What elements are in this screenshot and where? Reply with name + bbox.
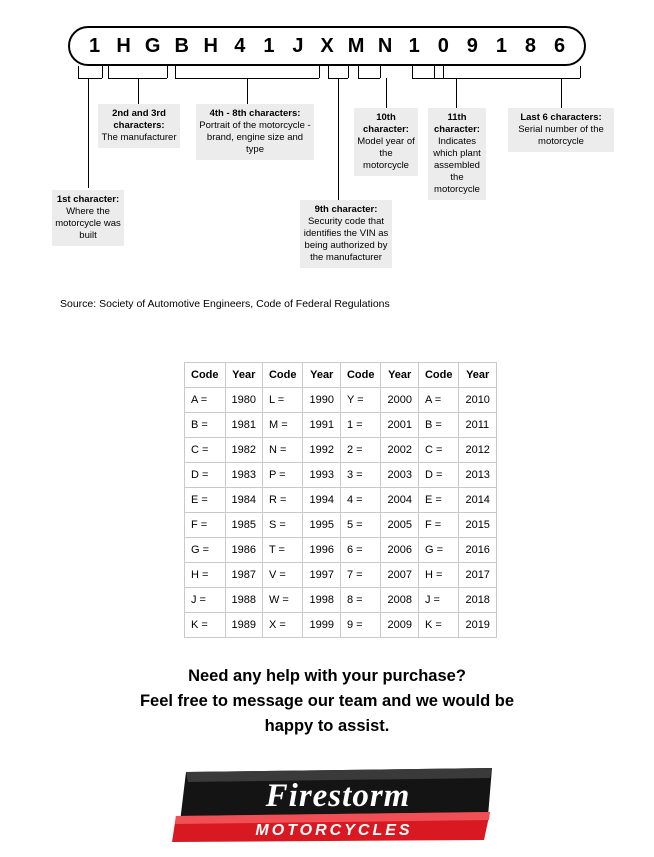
- callout-title: 9th character:: [314, 204, 378, 215]
- column-header: Year: [459, 363, 496, 388]
- callout-body: Where the motorcycle was built: [55, 206, 121, 241]
- cell-year: 1990: [303, 388, 340, 413]
- cell-code: E =: [185, 488, 226, 513]
- cell-year: 2016: [459, 538, 496, 563]
- vin-char: 9: [466, 35, 478, 57]
- callout-body: The manufacturer: [101, 132, 177, 143]
- connector-line: [443, 66, 444, 78]
- cell-code: L =: [262, 388, 303, 413]
- connector-line: [78, 78, 102, 79]
- connector-line: [167, 66, 168, 78]
- table-row: [185, 463, 497, 488]
- connector-line: [561, 78, 562, 108]
- cell-year: 1988: [225, 588, 262, 613]
- vin-char: 0: [437, 35, 449, 57]
- callout-title: 2nd and 3rd characters:: [112, 108, 166, 131]
- callout-title: 4th - 8th characters:: [209, 108, 301, 119]
- callout-ninth-character: [300, 200, 392, 268]
- table-header-row: [185, 363, 497, 388]
- cell-code: N =: [262, 438, 303, 463]
- cell-code: W =: [262, 588, 303, 613]
- cell-code: 8 =: [340, 588, 381, 613]
- connector-line: [247, 78, 248, 104]
- connector-line: [108, 66, 109, 78]
- vin-char: 1: [88, 35, 101, 57]
- vin-char: 1: [408, 35, 420, 57]
- cell-code: C =: [418, 438, 459, 463]
- column-header: Year: [225, 363, 262, 388]
- table-row: [185, 413, 497, 438]
- table-row: [185, 513, 497, 538]
- vin-char: X: [320, 35, 334, 57]
- cell-year: 2012: [459, 438, 496, 463]
- cell-code: K =: [418, 613, 459, 638]
- table-row: [185, 538, 497, 563]
- connector-line: [328, 66, 329, 78]
- callout-body: Portrait of the motorcycle - brand, engine size and type: [199, 120, 311, 155]
- column-header: Code: [262, 363, 303, 388]
- callout-title: 11th character:: [434, 112, 480, 135]
- cell-code: K =: [185, 613, 226, 638]
- cell-year: 1997: [303, 563, 340, 588]
- connector-line: [358, 78, 380, 79]
- cell-year: 2011: [459, 413, 496, 438]
- cell-code: M =: [262, 413, 303, 438]
- cell-code: S =: [262, 513, 303, 538]
- model-year-code-table: [184, 362, 497, 638]
- help-line-2: Feel free to message our team and we would be: [139, 692, 515, 710]
- vin-char: 4: [234, 35, 246, 57]
- cell-year: 2017: [459, 563, 496, 588]
- table-row: [185, 438, 497, 463]
- cell-year: 2001: [381, 413, 418, 438]
- connector-line: [412, 78, 434, 79]
- cell-code: A =: [185, 388, 226, 413]
- cell-code: B =: [185, 413, 226, 438]
- cell-year: 2009: [381, 613, 418, 638]
- cell-code: 1 =: [340, 413, 381, 438]
- cell-year: 2013: [459, 463, 496, 488]
- cell-year: 2018: [459, 588, 496, 613]
- column-header: Year: [381, 363, 418, 388]
- connector-line: [102, 66, 103, 78]
- connector-line: [434, 66, 435, 78]
- column-header: Year: [303, 363, 340, 388]
- cell-year: 1996: [303, 538, 340, 563]
- callout-title: 1st character:: [56, 194, 120, 205]
- cell-year: 1985: [225, 513, 262, 538]
- connector-line: [88, 78, 89, 188]
- cell-year: 1991: [303, 413, 340, 438]
- cell-year: 2014: [459, 488, 496, 513]
- cell-code: A =: [418, 388, 459, 413]
- table-row: [185, 613, 497, 638]
- help-line-1: Need any help with your purchase?: [188, 667, 466, 685]
- callout-title: Last 6 characters:: [520, 112, 602, 123]
- cell-year: 2010: [459, 388, 496, 413]
- source-citation: Source: Society of Automotive Engineers, Code of Federal Regulations: [60, 298, 390, 310]
- svg-text:MOTORCYCLES: MOTORCYCLES: [255, 822, 413, 839]
- table-row: [185, 588, 497, 613]
- vin-char: 6: [553, 35, 566, 57]
- help-message: [0, 664, 654, 739]
- cell-year: 1993: [303, 463, 340, 488]
- callout-second-third-characters: [98, 104, 180, 148]
- column-header: Code: [340, 363, 381, 388]
- cell-code: F =: [418, 513, 459, 538]
- column-header: Code: [418, 363, 459, 388]
- cell-code: F =: [185, 513, 226, 538]
- cell-code: C =: [185, 438, 226, 463]
- column-header: Code: [185, 363, 226, 388]
- cell-year: 2007: [381, 563, 418, 588]
- firestorm-motorcycles-logo: [170, 766, 500, 844]
- cell-code: 5 =: [340, 513, 381, 538]
- cell-code: 2 =: [340, 438, 381, 463]
- cell-year: 1982: [225, 438, 262, 463]
- connector-line: [456, 78, 457, 108]
- cell-code: V =: [262, 563, 303, 588]
- callout-body: Security code that identifies the VIN as being authorized by the manufacturer: [303, 216, 389, 263]
- cell-code: Y =: [340, 388, 381, 413]
- cell-code: D =: [185, 463, 226, 488]
- cell-code: R =: [262, 488, 303, 513]
- cell-code: H =: [185, 563, 226, 588]
- connector-line: [580, 66, 581, 78]
- vin-number-box: [68, 26, 586, 66]
- connector-line: [443, 78, 580, 79]
- cell-code: X =: [262, 613, 303, 638]
- cell-year: 2008: [381, 588, 418, 613]
- cell-code: J =: [185, 588, 226, 613]
- connector-line: [138, 78, 139, 104]
- vin-char: B: [174, 35, 189, 57]
- vin-char: 8: [524, 35, 536, 57]
- callout-body: Indicates which plant assembled the motorcycle: [433, 136, 481, 195]
- cell-code: P =: [262, 463, 303, 488]
- cell-year: 1998: [303, 588, 340, 613]
- connector-line: [348, 66, 349, 78]
- cell-year: 1986: [225, 538, 262, 563]
- cell-code: J =: [418, 588, 459, 613]
- cell-code: B =: [418, 413, 459, 438]
- cell-year: 2000: [381, 388, 418, 413]
- vin-char: H: [203, 35, 218, 57]
- cell-year: 1995: [303, 513, 340, 538]
- connector-line: [319, 66, 320, 78]
- callout-fourth-eighth-characters: [196, 104, 314, 160]
- cell-year: 1989: [225, 613, 262, 638]
- cell-year: 2002: [381, 438, 418, 463]
- table-row: [185, 388, 497, 413]
- callout-last-six-characters: [508, 108, 614, 152]
- cell-year: 1999: [303, 613, 340, 638]
- cell-year: 1981: [225, 413, 262, 438]
- vin-char: J: [292, 35, 304, 57]
- cell-code: G =: [185, 538, 226, 563]
- cell-code: 6 =: [340, 538, 381, 563]
- connector-line: [338, 78, 339, 200]
- callout-body: Model year of the motorcycle: [357, 136, 415, 171]
- connector-line: [358, 66, 359, 78]
- vin-char: 1: [495, 35, 507, 57]
- cell-year: 2004: [381, 488, 418, 513]
- vin-char: N: [377, 35, 393, 57]
- callout-title: 10th character:: [363, 112, 409, 135]
- cell-year: 1992: [303, 438, 340, 463]
- cell-code: 9 =: [340, 613, 381, 638]
- cell-code: E =: [418, 488, 459, 513]
- cell-year: 1984: [225, 488, 262, 513]
- vin-char: H: [116, 35, 131, 57]
- cell-code: H =: [418, 563, 459, 588]
- connector-line: [386, 78, 387, 108]
- cell-year: 1987: [225, 563, 262, 588]
- connector-line: [78, 66, 79, 78]
- cell-year: 1983: [225, 463, 262, 488]
- cell-year: 2006: [381, 538, 418, 563]
- cell-year: 2015: [459, 513, 496, 538]
- cell-year: 2019: [459, 613, 496, 638]
- cell-code: D =: [418, 463, 459, 488]
- cell-code: 7 =: [340, 563, 381, 588]
- callout-tenth-character: [354, 108, 418, 176]
- connector-line: [380, 66, 381, 78]
- table-row: [185, 488, 497, 513]
- cell-code: 3 =: [340, 463, 381, 488]
- callout-first-character: [52, 190, 124, 246]
- vin-char: M: [347, 35, 365, 57]
- connector-line: [175, 66, 176, 78]
- vin-char: 1: [263, 35, 275, 57]
- vin-char: G: [144, 35, 161, 57]
- cell-code: T =: [262, 538, 303, 563]
- callout-body: Serial number of the motorcycle: [518, 124, 604, 147]
- cell-year: 1980: [225, 388, 262, 413]
- cell-code: G =: [418, 538, 459, 563]
- cell-code: 4 =: [340, 488, 381, 513]
- connector-line: [412, 66, 413, 78]
- cell-year: 1994: [303, 488, 340, 513]
- svg-text:Firestorm: Firestorm: [265, 778, 411, 814]
- callout-eleventh-character: [428, 108, 486, 200]
- help-line-3: happy to assist.: [264, 717, 390, 735]
- cell-year: 2005: [381, 513, 418, 538]
- cell-year: 2003: [381, 463, 418, 488]
- table-row: [185, 563, 497, 588]
